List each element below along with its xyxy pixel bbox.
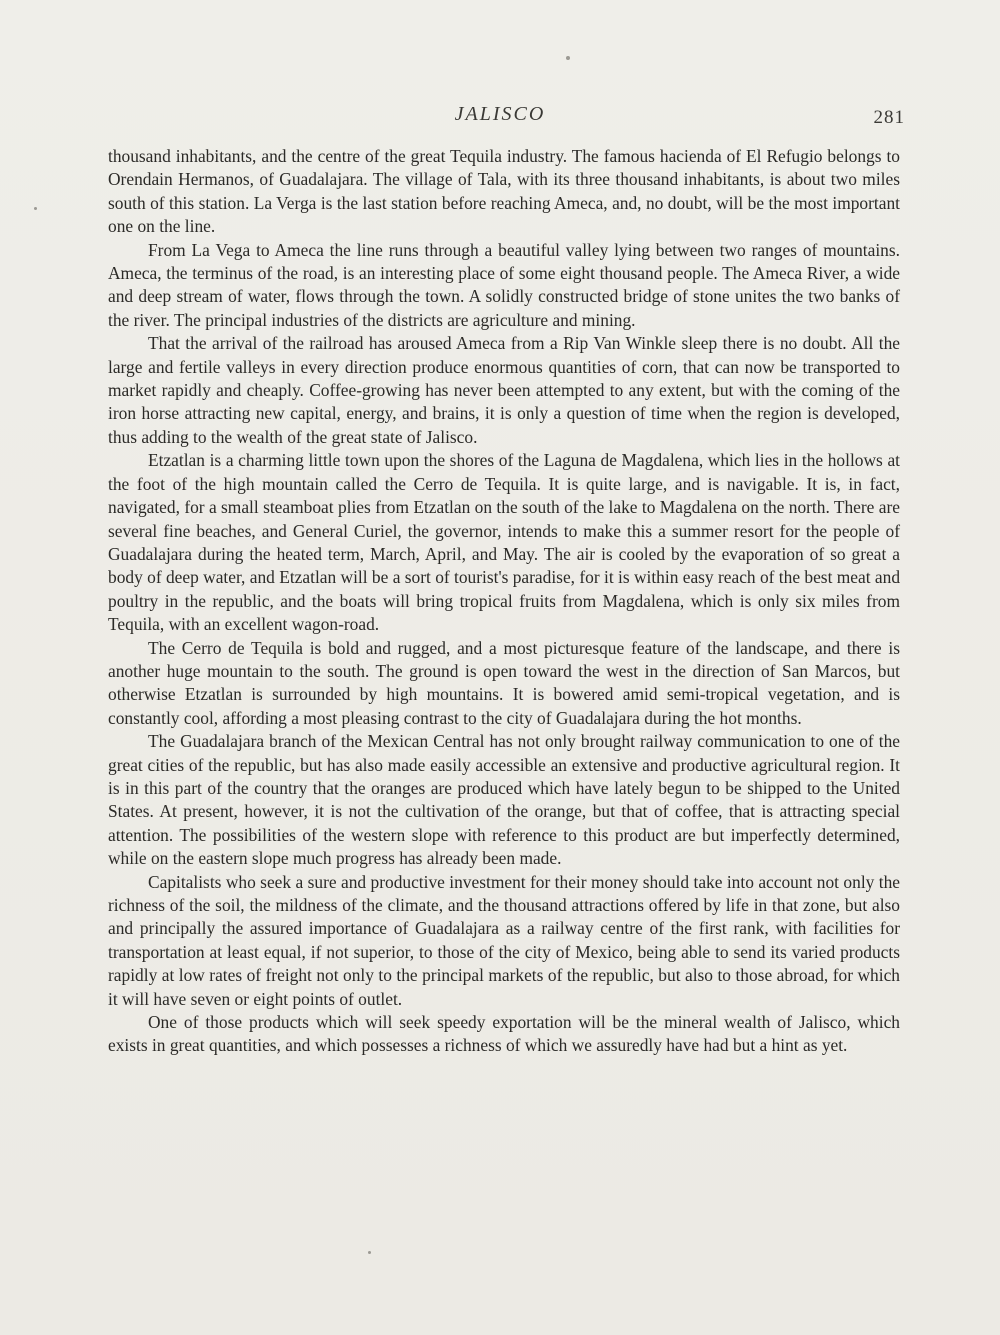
paragraph: That the arrival of the railroad has aroused Ameca from a Rip Van Winkle sleep there is no doubt. All the large and fertile valleys in every direction produce enormous quantities of corn, that can now be transported to market rapidly and cheaply. Coffee-growing has never been attempted to any extent, but with the coming of the iron horse attracting new capital, energy, and brains, it is only a question of time when the region is developed, thus adding to the wealth of the great state of Jalisco. bbox=[108, 333, 900, 447]
paragraph: From La Vega to Ameca the line runs through a beautiful valley lying between two ranges of mountains. Ameca, the terminus of the road, is an interesting place of some eight thousand people. The Ameca River, a wide and deep stream of water, flows through the town. A solidly constructed bridge of stone unites the two banks of the river. The principal industries of the districts are agriculture and mining. bbox=[108, 239, 900, 330]
page-number: 281 bbox=[873, 107, 905, 128]
paragraph: One of those products which will seek speedy exportation will be the mineral wealth of Jalisco, which exists in great quantities, and which possesses a richness of which we assuredly have had but a hint as yet. bbox=[108, 1012, 900, 1056]
running-title: JALISCO bbox=[454, 103, 546, 125]
paragraph: thousand inhabitants, and the centre of the great Tequila industry. The famous hacienda of El Refugio belongs to Orendain Hermanos, of Guadalajara. The village of Tala, with its three thousand inhabitants, is about two miles south of this station. La Verga is the last station before reaching Ameca, and, no doubt, will be the most important one on the line. bbox=[108, 146, 900, 237]
body-text bbox=[108, 145, 900, 1058]
running-head bbox=[0, 103, 1000, 133]
paragraph: The Guadalajara branch of the Mexican Central has not only brought railway communication to one of the great cities of the republic, but has also made easily accessible an extensive and productive agricultural region. It is in this part of the country that the oranges are produced which have lately begun to be shipped to the United States. At present, however, it is not the cultivation of the orange, but that of coffee, that is attracting special attention. The possibilities of the western slope with reference to this product are but imperfectly determined, while on the eastern slope much progress has already been made. bbox=[108, 731, 900, 869]
paragraph: Etzatlan is a charming little town upon the shores of the Laguna de Magdalena, which lies in the hollows at the foot of the high mountain called the Cerro de Tequila. It is quite large, and is navigable. It is, in fact, navigated, for a small steamboat plies from Etzatlan on the south of the lake to Magdalena on the north. There are several fine beaches, and General Curiel, the governor, intends to make this a summer resort for the people of Guadalajara during the heated term, March, April, and May. The air is cooled by the evaporation of so great a body of deep water, and Etzatlan will be a sort of tourist's paradise, for it is within easy reach of the best meat and poultry in the republic, and the boats will bring tropical fruits from Magdalena, which is only six miles from Tequila, with an excellent wagon-road. bbox=[108, 450, 901, 635]
paper-speck bbox=[566, 56, 570, 60]
paragraph: Capitalists who seek a sure and productive investment for their money should take into account not only the richness of the soil, the mildness of the climate, and the thousand attractions offered by life in that zone, but also and principally the assured importance of Guadalajara as a railway centre of the first rank, with facilities for transportation at least equal, if not superior, to those of the city of Mexico, being able to send its varied products rapidly at low rates of freight not only to the principal markets of the republic, but also to those abroad, for which it will have seven or eight points of outlet. bbox=[108, 871, 900, 1009]
paper-speck bbox=[34, 207, 37, 210]
paper-speck bbox=[368, 1251, 371, 1254]
paragraph: The Cerro de Tequila is bold and rugged, and a most picturesque feature of the landscape, and there is another huge mountain to the south. The ground is open toward the west in the direction of San Marcos, but otherwise Etzatlan is surrounded by high mountains. It is bowered amid semi-tropical vegetation, and is constantly cool, affording a most pleasing contrast to the city of Guadalajara during the hot months. bbox=[108, 637, 900, 728]
